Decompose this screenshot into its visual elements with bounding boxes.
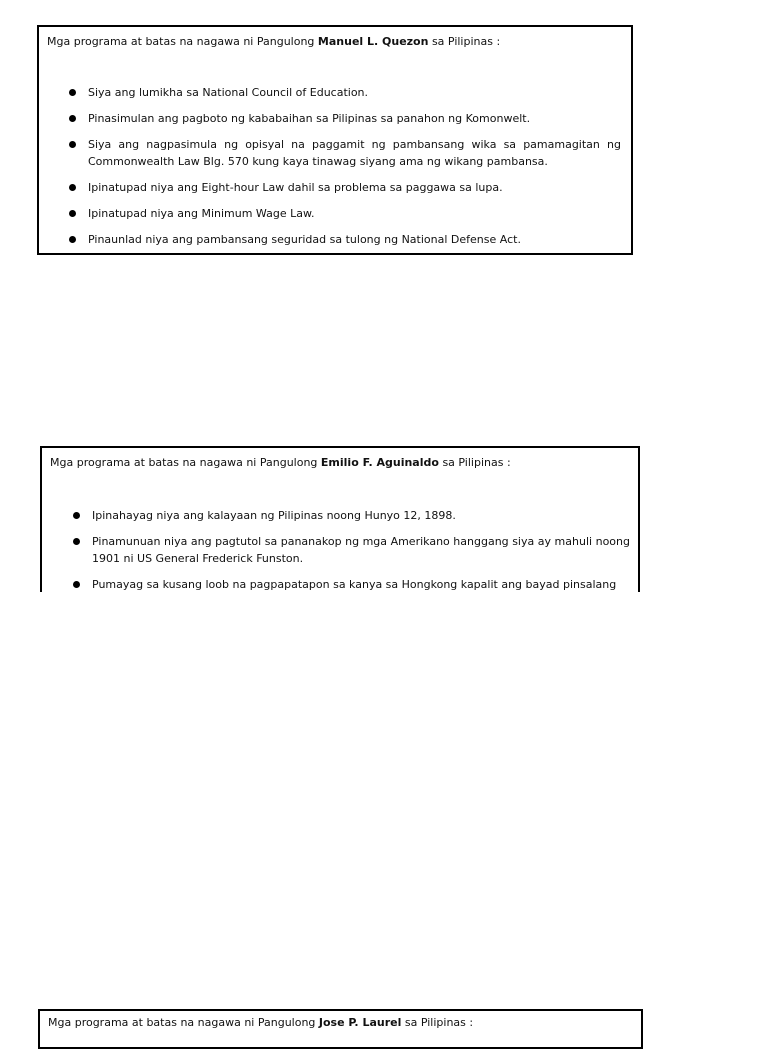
bullet-icon [69,115,76,122]
president-name: Jose P. Laurel [318,1016,402,1029]
list-item [88,179,621,196]
intro-prefix: Mga programa at batas na nagawa ni Pangulong [50,456,318,469]
bullet-icon [69,210,76,217]
card-intro [40,1011,641,1030]
intro-suffix: sa Pilipinas : [442,456,511,469]
intro-suffix: sa Pilipinas : [404,1016,474,1029]
list-item-text: Siya ang lumikha sa National Council of Education. [88,86,369,99]
list-item-text: Ipinatupad niya ang Eight-hour Law dahil sa problema sa paggawa sa lupa. [88,181,503,194]
bullet-icon [69,184,76,191]
bullet-icon [69,236,76,243]
card-intro [42,448,638,470]
card-intro [39,27,631,49]
president-name: Manuel L. Quezon [317,35,429,48]
list-item-text: Ipinahayag niya ang kalayaan ng Pilipinas noong Hunyo 12, 1898. [92,509,456,522]
list-item-text: Pumayag sa kusang loob na pagpapatapon sa kanya sa Hongkong kapalit ang bayad pinsalang [92,578,617,591]
list-item-text: Pinamunuan niya ang pagtutol sa pananakop ng mga Amerikano hanggang siya ay mahuli noong 1901 ni US General Frederick Funston. [92,535,630,565]
program-list [88,84,621,248]
list-item-text: Pinasimulan ang pagboto ng kababaihan sa Pilipinas sa panahon ng Komonwelt. [88,112,531,125]
president-name: Emilio F. Aguinaldo [320,456,439,469]
program-list [92,507,630,592]
bullet-icon [69,141,76,148]
bullet-icon [73,538,80,545]
bullet-icon [69,89,76,96]
list-item-text: Ipinatupad niya ang Minimum Wage Law. [88,207,315,220]
bullet-icon [73,512,80,519]
list-item [92,507,630,524]
intro-prefix: Mga programa at batas na nagawa ni Pangulong [47,35,315,48]
list-item-text: Pinaunlad niya ang pambansang seguridad sa tulong ng National Defense Act. [88,233,521,246]
laurel-card [38,1009,643,1049]
intro-suffix: sa Pilipinas : [431,35,501,48]
list-item [92,576,630,592]
quezon-card [37,25,633,255]
list-item [88,110,621,127]
intro-prefix: Mga programa at batas na nagawa ni Pangulong [48,1016,316,1029]
list-item-text: Siya ang nagpasimula ng opisyal na paggamit ng pambansang wika sa pamamagitan ng Commonwealth Law Blg. 570 kung kaya tinawag siyang ama ng wikang pambansa. [88,138,621,168]
list-item [92,533,630,567]
bullet-icon [73,581,80,588]
list-item [88,205,621,222]
list-item [88,84,621,101]
aguinaldo-card [40,446,640,592]
list-item [88,136,621,170]
list-item [88,231,621,248]
